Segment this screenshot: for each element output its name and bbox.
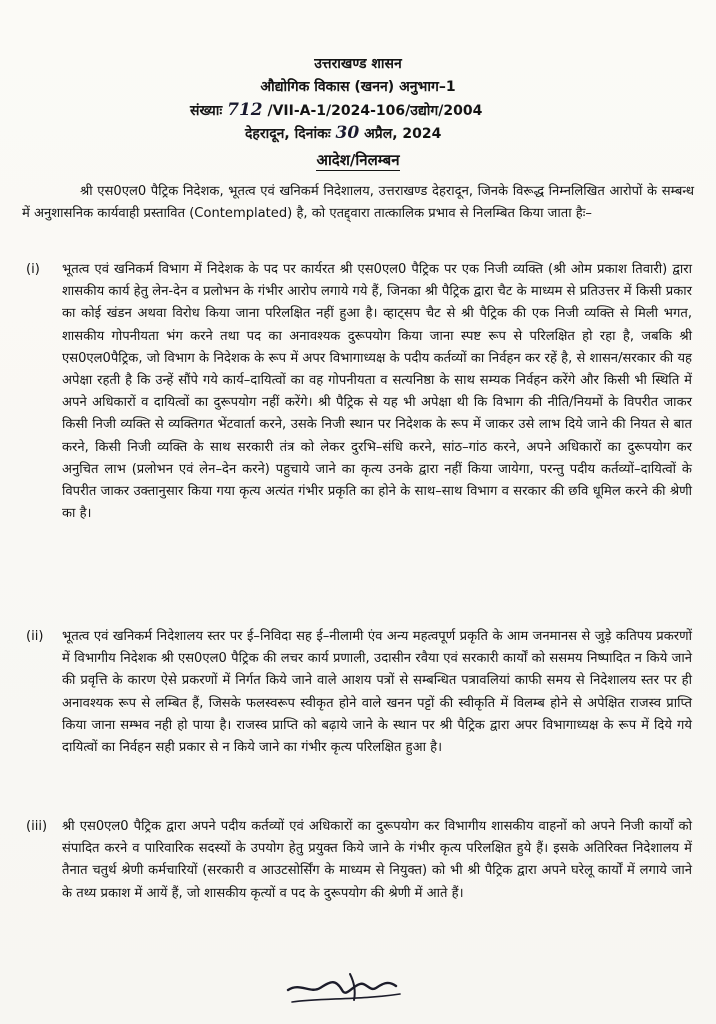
item-marker-3: (iii) [26, 819, 48, 834]
charge-paragraph-2: भूतत्व एवं खनिकर्म निदेशालय स्तर पर ई–निविदा सह ई–नीलामी एंव अन्य महत्वपूर्ण प्रकृति के आम जनमानस से जुड़े कतिपय प्रकरणों में विभागीय निदेशक श्री एस0एल0 पैट्रिक की लचर कार्य प्रणाली, उदासीन रवैया एवं सरकारी कार्यों को ससमय निष्पादित न किये जाने की प्रवृत्ति के कारण ऐसे प्रकरणों में निर्गत किये जाने वाले आशय पत्रों से सम्बन्धित पत्रावलियां काफी समय से निदेशालय स्तर पर ही अनावश्यक रूप से लम्बित हैं, जिसके फलस्वरूप स्वीकृत होने वाले खनन पट्टों की स्वीकृति में विलम्ब होने से अपेक्षित राजस्व प्राप्ति किया जाना सम्भव नही हो पाया है। राजस्व प्राप्ति को बढ़ाये जाने के स्थान पर श्री पैट्रिक द्वारा अपर विभागाध्यक्ष के रूप में दिये गये दायित्वों का निर्वहन सही प्रकार से न किये जाने का गंभीर कृत्य परिलक्षित हुआ है। [62, 629, 692, 756]
charge-paragraph-3: श्री एस0एल0 पैट्रिक द्वारा अपने पदीय कर्तव्यों एवं अधिकारों का दुरूपयोग कर विभागीय शासकीय वाहनों को अपने निजी कार्यों को संपादित करने व पारिवारिक सदस्यों के उपयोग हेतु प्रयुक्त किये जाने के गंभीर कृत्य परिलक्षित हुये हैं। इसके अतिरिक्त निदेशालय में तैनात चतुर्थ श्रेणी कर्मचारियों (सरकारी व आउटसोर्सिंग के माध्यम से नियुक्त) को भी श्री पैट्रिक द्वारा अपने घरेलू कार्यों में लगाये जाने के तथ्य प्रकाश में आयें हैं, जो शासकीय कृत्यों व पद के दुरूपयोग की श्रेणी में आते हैं। [62, 819, 692, 901]
date-prefix: देहरादून, दिनांकः [245, 126, 331, 142]
reference-suffix: /VII-A-1/2024-106/उद्योग/2004 [267, 103, 483, 119]
handwritten-signature [280, 960, 410, 1010]
reference-prefix: संख्याः [190, 103, 223, 119]
item-marker-1: (i) [26, 262, 40, 277]
reference-handwritten-number: 712 [227, 100, 263, 120]
order-title-text: आदेश/निलम्बन [316, 151, 400, 169]
reference-number [190, 100, 550, 120]
charge-paragraph-1: भूतत्व एवं खनिकर्म विभाग में निदेशक के पद पर कार्यरत श्री एस0एल0 पैट्रिक पर एक निजी व्यक्ति (श्री ओम प्रकाश तिवारी) द्वारा शासकीय कार्य हेतु लेन-देन व प्रलोभन के गंभीर आरोप लगाये गये हैं, जिनका श्री पैट्रिक द्वारा चैट के माध्यम से प्रतिउत्तर में किसी प्रकार का कोई खंडन अथवा विरोध किया जाना परिलक्षित नहीं हुआ है। व्हाट्सप चैट से श्री पैट्रिक की एक निजी व्यक्ति से मिली भगत, शासकीय गोपनीयता भंग करने तथा पद का अनावश्यक दुरूपयोग किया जाना स्पष्ट रूप से परिलक्षित हो रहा है, जबकि श्री एस0एल0पैट्रिक, जो विभाग के निदेशक के रूप में अपर विभागाध्यक्ष के पदीय कर्तव्यों का निर्वहन कर रहें है, से शासन/सरकार की यह अपेक्षा रहती है कि उन्हें सौंपे गये कार्य–दायित्वों का वह गोपनीयता व सत्यनिष्ठा के साथ सम्यक निर्वहन करेंगे और किसी भी स्थिति में अपने अधिकारों व दायित्वों का दुरूपयोग नहीं करेंगे। श्री पैट्रिक से यह भी अपेक्षा थी कि विभाग की नीति/नियमों के विपरीत जाकर किसी निजी व्यक्ति से व्यक्तिगत भेंटवार्ता करने, उसके निजी स्थान पर निदेशक के रूप में जाकर उसे लाभ दिये जाने की नियत से बात करने, किसी निजी व्यक्ति के साथ सरकारी तंत्र को लेकर दुरभि–संधि करने, सांठ–गांठ करने, अपने अधिकारों का दुरूपयोग कर अनुचित लाभ (प्रलोभन एवं लेन–देन करने) पहुचाये जाने का कृत्य उनके द्वारा नहीं किया जायेगा, परन्तु पदीय कर्तव्यों–दायित्वों के विपरीत जाकर उक्तानुसार किया गया कृत्य अत्यंत गंभीर प्रकृति का होने के साथ–साथ विभाग व सरकार की छवि धूमिल करने की श्रेणी का है। [62, 262, 692, 522]
order-title [0, 150, 716, 170]
intro-paragraph: श्री एस0एल0 पैट्रिक निदेशक, भूतत्व एवं खनिकर्म निदेशालय, उत्तराखण्ड देहरादून, जिनके विरूद्ध निम्नलिखित आरोपों के सम्बन्ध में अनुशासनिक कार्यवाही प्रस्तावित (Contemplated) है, को एतद्द्वारा तात्कालिक प्रभाव से निलम्बित किया जाता हैः– [22, 184, 694, 222]
item-marker-2: (ii) [26, 629, 44, 644]
government-name: उत्तराखण्ड शासन [314, 56, 402, 72]
date-suffix: अप्रैल, 2024 [364, 126, 442, 142]
date-handwritten-day: 30 [335, 123, 360, 143]
document-date [245, 123, 505, 143]
department-name: औद्योगिक विकास (खनन) अनुभाग–1 [260, 79, 456, 95]
